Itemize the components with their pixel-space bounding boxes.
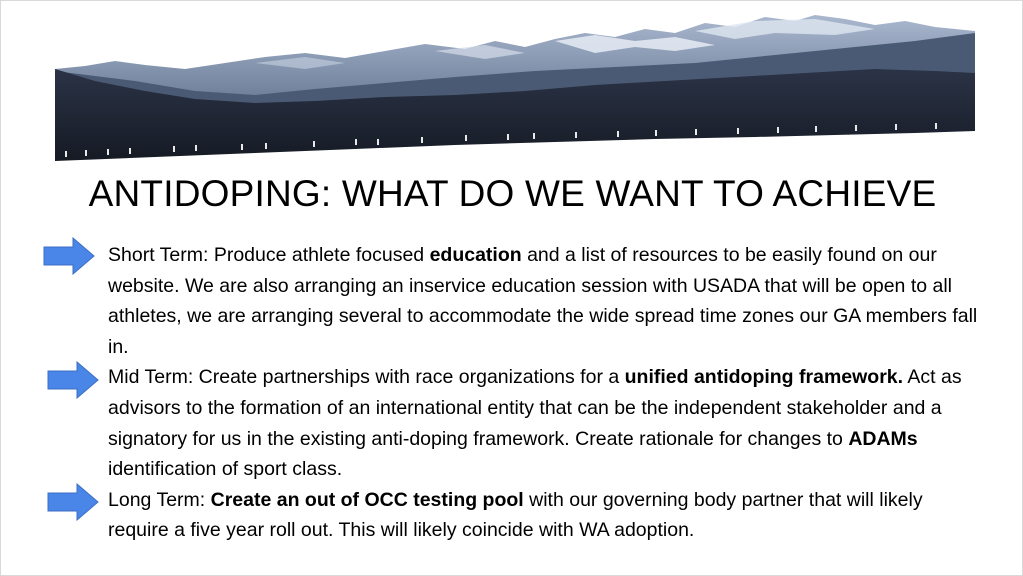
right-arrow-icon <box>47 483 99 521</box>
emphasis-text: Create an out of OCC testing pool <box>210 488 524 511</box>
text-run: and a list of resources to be easily found on our website. We are also arranging an inservice education session with USADA that will be open to all athletes, we are arranging several to accommodate the wide spread time zones our GA members fall in. <box>108 244 978 358</box>
long-term-goal <box>108 485 988 546</box>
text-run: Act as advisors to the formation of an international entity that can be the independent stakeholder and a signatory for us in the existing anti-doping framework. Create rationale for changes to <box>108 366 962 450</box>
emphasis-text: education <box>429 244 522 266</box>
emphasis-text: ADAMs <box>848 427 918 450</box>
short-term-goal <box>108 240 988 362</box>
text-run: Short Term: Produce athlete focused <box>108 244 430 266</box>
emphasis-text: unified antidoping framework. <box>624 366 904 389</box>
goals-body <box>108 240 988 546</box>
text-run: Long Term: <box>108 488 211 511</box>
mid-term-goal <box>108 362 988 484</box>
text-run: identification of sport class. <box>108 458 343 481</box>
slide-title: ANTIDOPING: WHAT DO WE WANT TO ACHIEVE <box>88 173 937 214</box>
right-arrow-icon <box>43 237 95 275</box>
text-run: Mid Term: Create partnerships with race organizations for a <box>108 366 625 389</box>
right-arrow-icon <box>47 361 99 399</box>
text-run: with our governing body partner that will likely require a five year roll out. This will likely coincide with WA adoption. <box>108 488 923 542</box>
mountain-banner-image <box>55 11 975 163</box>
